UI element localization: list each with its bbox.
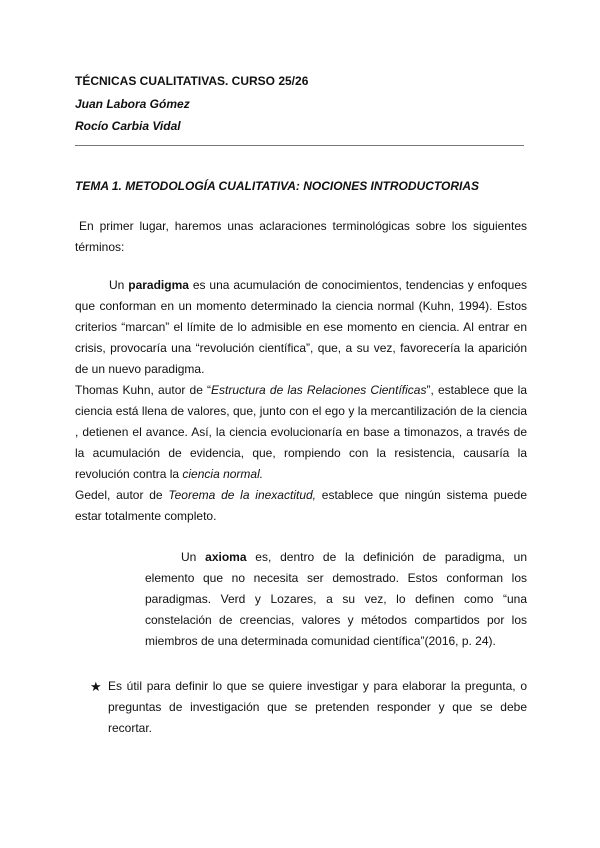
- gedel-pre: Gedel, autor de: [75, 488, 169, 502]
- axioma-quote-block: [145, 547, 527, 652]
- gedel-text: establece que ningún sistema puede estar totalmente completo.: [75, 488, 527, 523]
- kuhn-book-title: Estructura de las Relaciones Científicas: [211, 383, 427, 397]
- bullet-text: Es útil para definir lo que se quiere investigar y para elaborar la pregunta, o preguntas de investigación que se pretenden responder y que se debe recortar.: [108, 679, 527, 735]
- kuhn-text: ”, establece que la ciencia está llena de valores, que, junto con el ego y la mercantilización de la ciencia , detienen el avance. Así, la ciencia evolucionaría en base a timonazos, a través de la acumulación de evidencia, que, rompiendo con la resistencia, causaría la revolución contra la: [75, 383, 527, 481]
- author-name: Rocío Carbia Vidal: [75, 119, 181, 133]
- paradigma-text: es una acumulación de conocimientos, tendencias y enfoques que conforman en un momento determinado la ciencia normal (Kuhn, 1994). Estos criterios “marcan” el límite de lo admisible en ese momento en ciencia. Al entrar en crisis, provocaría una “revolución científica”, que, a su vez, favorecería la aparición de un nuevo paradigma.: [75, 278, 527, 376]
- course-heading: TÉCNICAS CUALITATIVAS. CURSO 25/26: [75, 74, 309, 88]
- axioma-term: axioma: [205, 550, 247, 564]
- star-bullet-icon: ★: [90, 679, 102, 694]
- intro-paragraph: [75, 216, 527, 258]
- author-name: Juan Labora Gómez: [75, 97, 190, 111]
- kuhn-term: ciencia normal.: [182, 467, 264, 481]
- axioma-text: es, dentro de la definición de paradigma, un elemento que no necesita ser demostrado. Estos conforman los paradigmas. Verd y Lozares, a su vez, lo definen como “una constelación de creencias, valores y métodos compartidos por los miembros de una determinada comunidad científica”(2016, p. 24).: [145, 550, 527, 648]
- horizontal-divider: [75, 145, 524, 146]
- gedel-book-title: Teorema de la inexactitud,: [168, 488, 316, 502]
- paradigma-term: paradigma: [128, 278, 189, 292]
- axioma-pre: Un: [181, 550, 206, 564]
- kuhn-paragraph: [75, 380, 527, 485]
- paradigma-pre: Un: [109, 278, 129, 292]
- paradigma-paragraph: [75, 275, 527, 380]
- section-title: TEMA 1. METODOLOGÍA CUALITATIVA: NOCIONES INTRODUCTORIAS: [75, 179, 479, 193]
- kuhn-pre: Thomas Kuhn, autor de “: [75, 383, 212, 397]
- intro-text: En primer lugar, haremos unas aclaraciones terminológicas sobre los siguientes términos:: [75, 219, 527, 254]
- gedel-paragraph: [75, 485, 527, 527]
